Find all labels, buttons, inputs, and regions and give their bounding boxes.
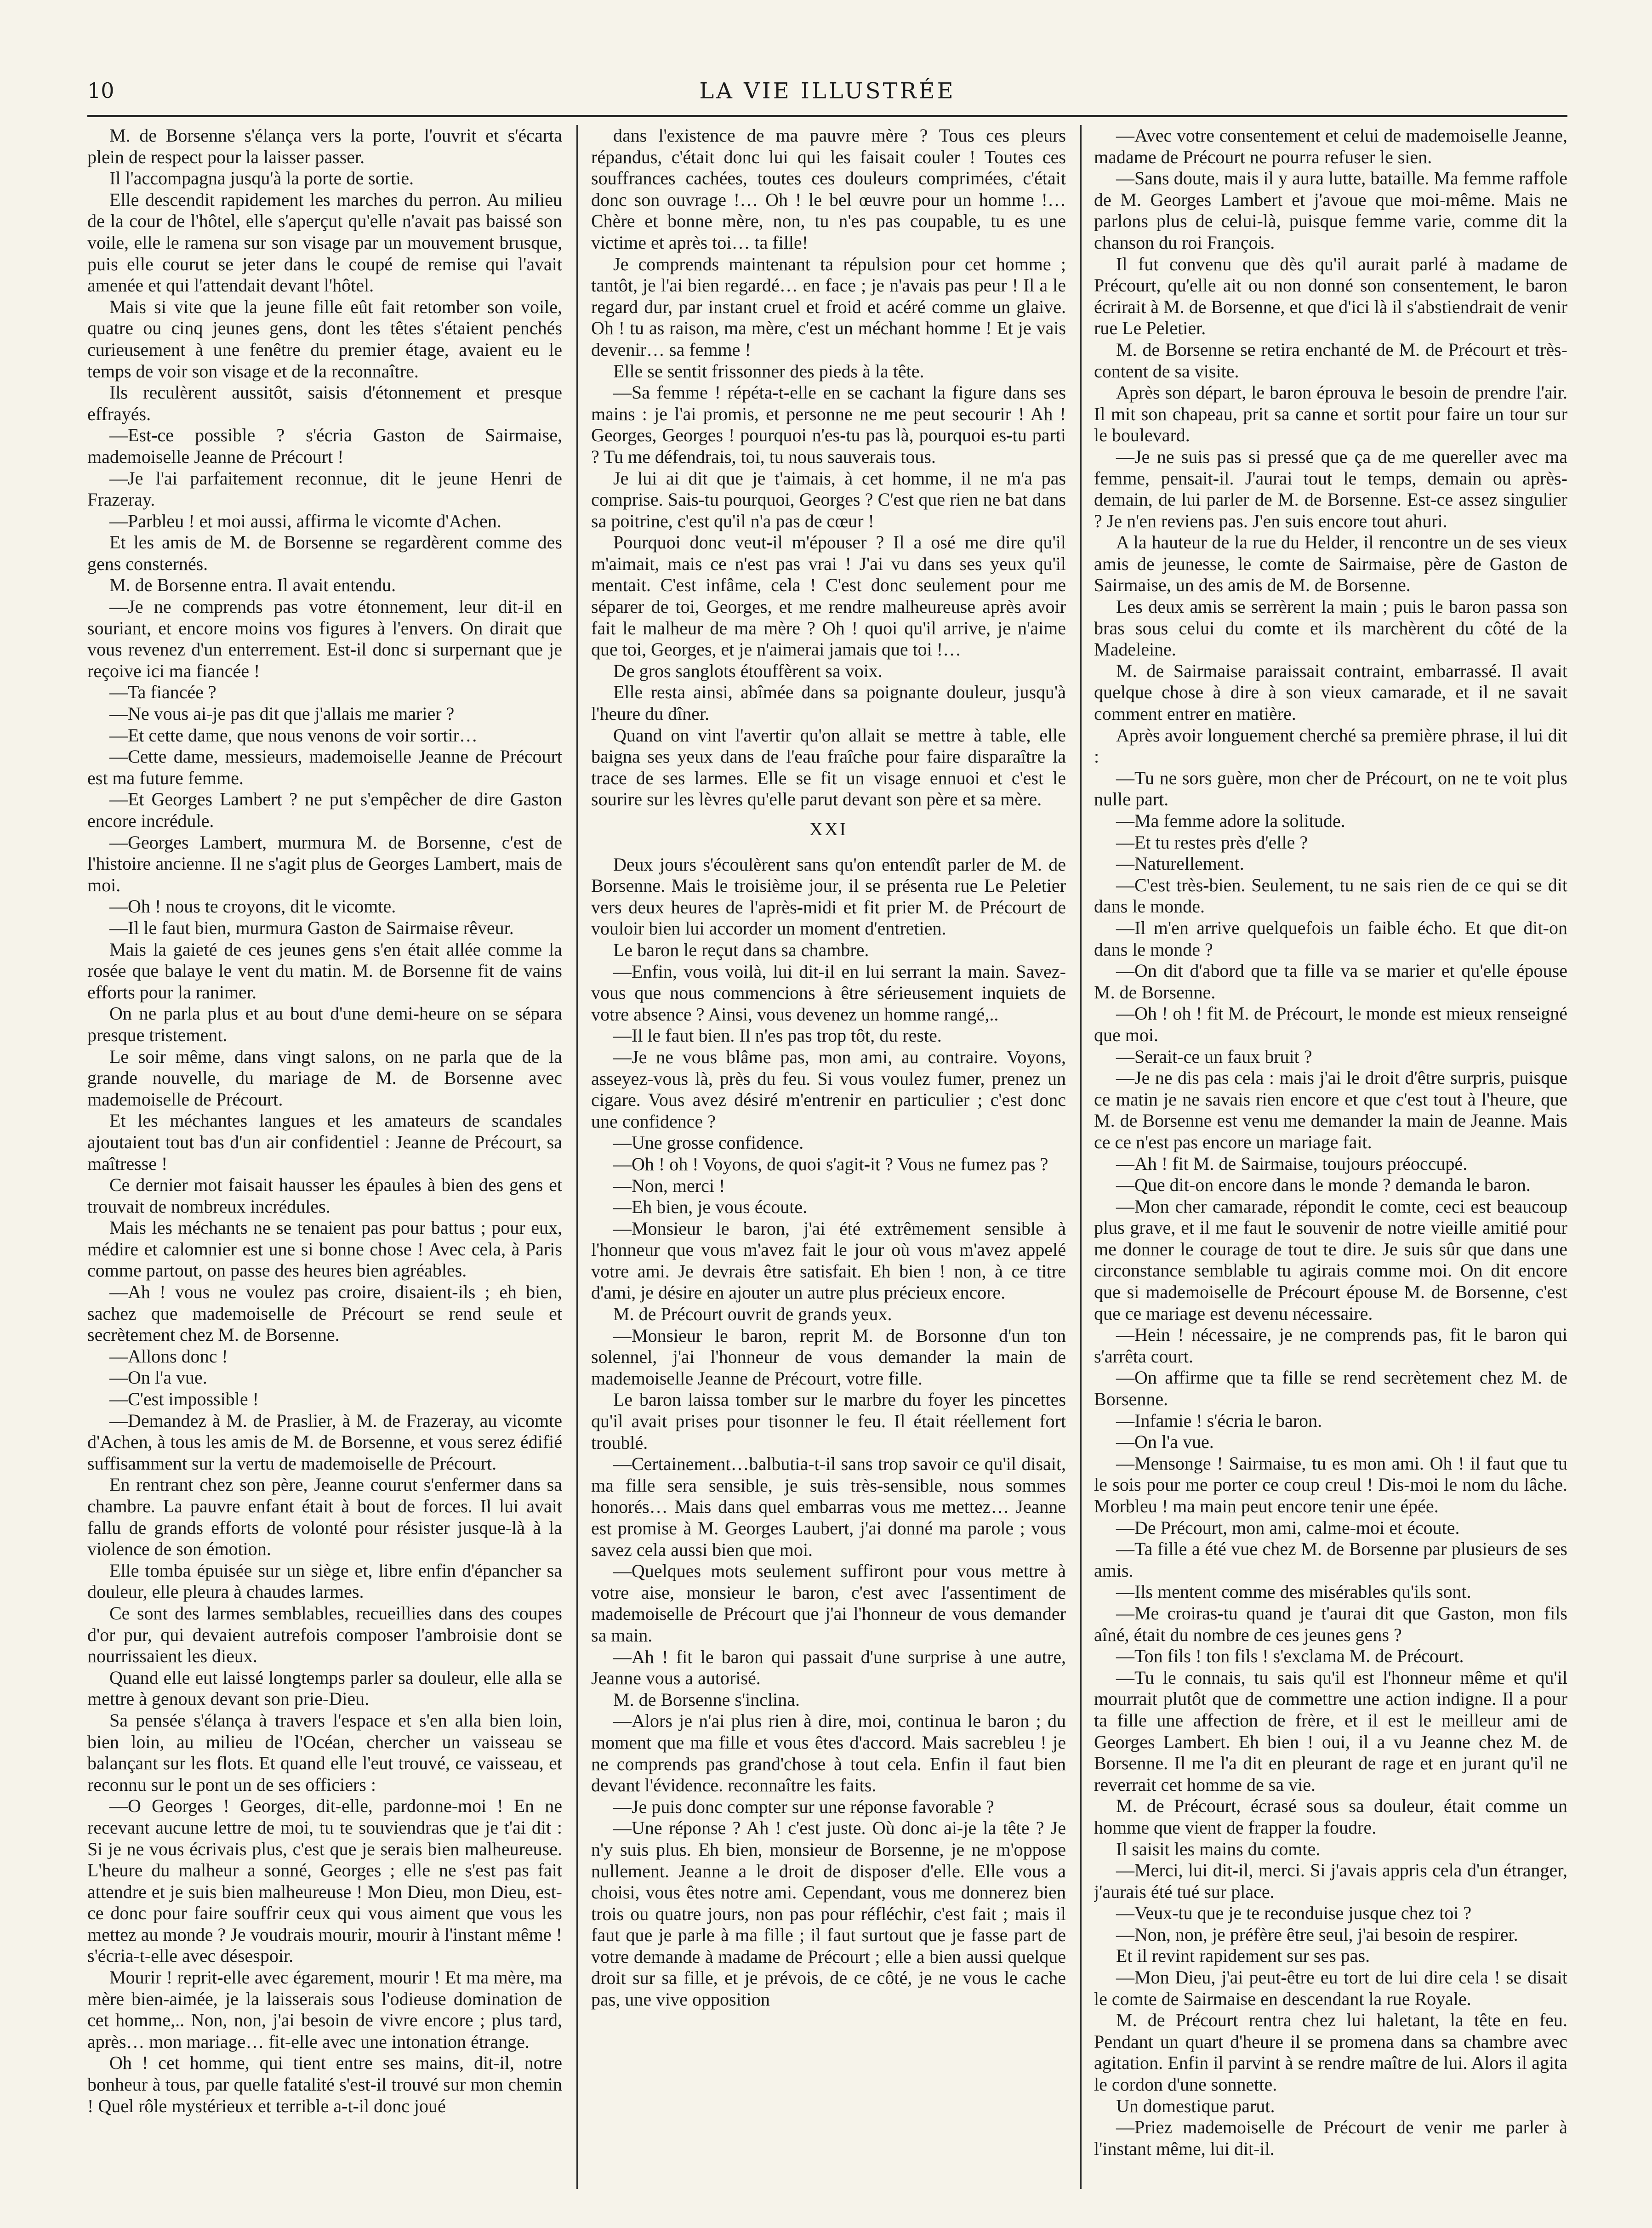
text-column-1 xyxy=(87,125,562,2189)
paragraph: —Il le faut bien. Il n'es pas trop tôt, du reste. xyxy=(613,1025,942,1046)
paragraph: Il fut convenu que dès qu'il aurait parlé à madame de Précourt, qu'elle ait ou non donné son consentement, le baron écrirait à M. de Borsenne, et que d'ici là il s'abstiendrait de venir rue Le Peletier. xyxy=(1094,253,1567,339)
paragraph: —Enfin, vous voilà, lui dit-il en lui serrant la main. Savez-vous que nous commencions à être sérieusement inquiets de votre absence ? Ainsi, vous devenez un homme rangé,.. xyxy=(591,961,1066,1025)
paragraph: —Sa femme ! répéta-t-elle en se cachant la figure dans ses mains : je l'ai promis, et personne ne me peut secourir ! Ah ! Georges, Georges ! pourquoi n'es-tu pas là, pourquoi es-tu parti ? Tu me défendrais, toi, tu nous sauverais tous. xyxy=(591,382,1066,467)
paragraph: Mais la gaieté de ces jeunes gens s'en était allée comme la rosée que balaye le vent du matin. M. de Borsenne fit de vains efforts pour la ranimer. xyxy=(87,939,562,1003)
paragraph: —Je l'ai parfaitement reconnue, dit le jeune Henri de Frazeray. xyxy=(87,467,562,510)
paragraph: —Oh ! oh ! fit M. de Précourt, le monde est mieux renseigné que moi. xyxy=(1094,1003,1567,1045)
text-column-2 xyxy=(591,125,1066,2189)
paragraph: —Ne vous ai-je pas dit que j'allais me marier ? xyxy=(109,703,455,724)
paragraph: —Hein ! nécessaire, je ne comprends pas, fit le baron qui s'arrêta court. xyxy=(1094,1324,1567,1367)
paragraph: Ce dernier mot faisait hausser les épaules à bien des gens et trouvait de nombreux incrédules. xyxy=(87,1174,562,1217)
paragraph: M. de Précourt rentra chez lui haletant, la tête en feu. Pendant un quart d'heure il se promena dans sa chambre avec agitation. Enfin il parvint à se rendre maître de lui. Alors il agita le cordon d'une sonnette. xyxy=(1094,2010,1567,2095)
paragraph: —Une réponse ? Ah ! c'est juste. Où donc ai-je la tête ? Je n'y suis plus. Eh bien, monsieur de Borsenne, je ne m'oppose nullement. Jeanne a le droit de disposer d'elle. Elle vous a choisi, vous êtes notre ami. Cependant, vous me donnerez bien trois ou quatre jours, non pas pour réfléchir, c'est fait ; mais il faut que je parle à ma fille ; il faut surtout que je fasse part de votre demande à madame de Précourt ; elle a bien aussi quelque droit sur sa fille, et je prévois, de ce côté, je ne vous le cache pas, une vive opposition xyxy=(591,1818,1066,2010)
paragraph: —Et cette dame, que nous venons de voir sortir… xyxy=(109,724,478,746)
paragraph: M. de Sairmaise paraissait contraint, embarrassé. Il avait quelque chose à dire à son vieux camarade, et il ne savait comment entrer en matière. xyxy=(1094,660,1567,724)
paragraph: —Avec votre consentement et celui de mademoiselle Jeanne, madame de Précourt ne pourra refuser le sien. xyxy=(1094,125,1567,167)
paragraph: Sa pensée s'élança à travers l'espace et s'en alla bien loin, bien loin, au milieu de l'Océan, chercher un vaisseau se balançant sur les flots. Et quand elle l'eut trouvé, ce vaisseau, et reconnu sur le pont un de ses officiers : xyxy=(87,1709,562,1795)
paragraph: —Alors je n'ai plus rien à dire, moi, continua le baron ; du moment que ma fille et vous êtes d'accord. Mais sacrebleu ! je ne comprends pas grand'chose à tout cela. Enfin il faut bien devant l'évidence. reconnaître les faits. xyxy=(591,1710,1066,1796)
paragraph: —Que dit-on encore dans le monde ? demanda le baron. xyxy=(1116,1174,1531,1196)
paragraph: De gros sanglots étouffèrent sa voix. xyxy=(613,660,883,681)
paragraph: Et il revint rapidement sur ses pas. xyxy=(1116,1945,1370,1966)
paragraph: Oh ! cet homme, qui tient entre ses mains, dit-il, notre bonheur à tous, par quelle fatalité s'est-il trouvé sur mon chemin ! Quel rôle mystérieux et terrible a-t-il donc joué xyxy=(87,2052,562,2116)
paragraph: Ils reculèrent aussitôt, saisis d'étonnement et presque effrayés. xyxy=(87,382,562,424)
paragraph: —Parbleu ! et moi aussi, affirma le vicomte d'Achen. xyxy=(109,510,501,531)
paragraph: Le baron le reçut dans sa chambre. xyxy=(613,939,869,960)
publication-title: LA VIE ILLUSTRÉE xyxy=(699,78,956,104)
paragraph: —Oh ! nous te croyons, dit le vicomte. xyxy=(109,896,396,917)
paragraph: —Il le faut bien, murmura Gaston de Sairmaise rêveur. xyxy=(109,917,514,938)
paragraph: —Ah ! fit M. de Sairmaise, toujours préoccupé. xyxy=(1116,1153,1468,1174)
paragraph: —Tu le connais, tu sais qu'il est l'honneur même et qu'il mourrait plutôt que de commettre une action indigne. Il a pour ta fille une affection de frère, et il est le meilleur ami de Georges Lambert. Eh bien ! oui, il a vu Jeanne chez M. de Borsenne. Il me l'a dit en pleurant de rage et en jurant qu'il ne reverrait cet homme de sa vie. xyxy=(1094,1667,1567,1795)
paragraph: —Sans doute, mais il y aura lutte, bataille. Ma femme raffole de M. Georges Lambert et j'avoue que moi-même. Mais ne parlons plus de celui-là, puisque femme varie, comme dit la chanson du roi François. xyxy=(1094,168,1567,253)
paragraph: M. de Précourt ouvrit de grands yeux. xyxy=(613,1304,892,1325)
paragraph: —Mon cher camarade, répondit le comte, ceci est beaucoup plus grave, et il me faut le souvenir de notre vieille amitié pour me donner le courage de tout te dire. Je suis sûr que dans une circonstance semblable tu agirais comme moi. On dit encore que si mademoiselle de Précourt épouse M. de Borsenne, c'est que ce mariage est devenu nécessaire. xyxy=(1094,1196,1567,1324)
paragraph: —Priez mademoiselle de Précourt de venir me parler à l'instant même, lui dit-il. xyxy=(1094,2117,1567,2159)
paragraph: —Allons donc ! xyxy=(109,1345,228,1367)
paragraph: Ce sont des larmes semblables, recueillies dans des coupes d'or pur, qui devaient autrefois composer l'ambroisie dont se nourrissaient les dieux. xyxy=(87,1602,562,1667)
paragraph: M. de Borsenne se retira enchanté de M. de Précourt et très-content de sa visite. xyxy=(1094,339,1567,382)
paragraph: —Eh bien, je vous écoute. xyxy=(613,1197,808,1218)
paragraph: —Ta fille a été vue chez M. de Borsenne par plusieurs de ses amis. xyxy=(1094,1539,1567,1581)
paragraph: —Ils mentent comme des misérables qu'ils sont. xyxy=(1116,1581,1471,1602)
paragraph: —Tu ne sors guère, mon cher de Précourt, on ne te voit plus nulle part. xyxy=(1094,767,1567,810)
paragraph: Je comprends maintenant ta répulsion pour cet homme ; tantôt, je l'ai bien regardé… en face ; je n'avais pas peur ! Il a le regard dur, par instant cruel et froid et acéré comme un glaive. Oh ! tu as raison, ma mère, c'est un méchant homme ! Et je vais devenir… sa femme ! xyxy=(591,253,1066,360)
paragraph: Mourir ! reprit-elle avec égarement, mourir ! Et ma mère, ma mère bien-aimée, je la laisserais sous l'odieuse domination de cet homme,.. Non, non, j'ai besoin de vivre encore ; plus tard, après… mon mariage… fit-elle avec une intonation étrange. xyxy=(87,1967,562,2052)
paragraph: —Monsieur le baron, reprit M. de Borsonne d'un ton solennel, j'ai l'honneur de vous demander la main de mademoiselle Jeanne de Précourt, votre fille. xyxy=(591,1325,1066,1389)
paragraph: —Quelques mots seulement suffiront pour vous mettre à votre aise, monsieur le baron, c'est avec l'assentiment de mademoiselle de Précourt que j'ai l'honneur de vous demander sa main. xyxy=(591,1561,1066,1646)
paragraph: Et les méchantes langues et les amateurs de scandales ajoutaient tout bas d'un air confidentiel : Jeanne de Précourt, sa maîtresse ! xyxy=(87,1110,562,1174)
paragraph: Pourquoi donc veut-il m'épouser ? Il a osé me dire qu'il m'aimait, mais ce n'est pas vrai ! J'ai vu dans ses yeux qu'il mentait. C'est infâme, cela ! C'est donc seulement pour me séparer de toi, Georges, et me rendre malheureuse après avoir fait le malheur de ma mère ? Oh ! quoi qu'il arrive, je n'aime que toi, Georges, et je n'aimerai jamais que toi !… xyxy=(591,532,1066,660)
paragraph: —Je ne comprends pas votre étonnement, leur dit-il en souriant, et encore moins vos figures à l'envers. On dirait que vous revenez d'un enterrement. Est-il donc si surpernant que je reçoive ici ma fiancée ! xyxy=(87,596,562,681)
paragraph: dans l'existence de ma pauvre mère ? Tous ces pleurs répandus, c'était donc lui qui les faisait couler ! Toutes ces souffrances cachées, toutes ces douleurs comprimées, c'était donc son ouvrage !… Oh ! le bel œuvre pour un homme !… Chère et bonne mère, non, tu n'es pas coupable, tu es une victime et après toi… ta fille! xyxy=(591,125,1066,253)
paragraph: —Mensonge ! Sairmaise, tu es mon ami. Oh ! il faut que tu le sois pour me porter ce coup creul ! Dis-moi le nom du lâche. Morbleu ! ma main peut encore tenir une épée. xyxy=(1094,1453,1567,1516)
paragraph: —On l'a vue. xyxy=(109,1367,207,1388)
paragraph: Le soir même, dans vingt salons, on ne parla que de la grande nouvelle, du mariage de M. de Borsenne avec mademoiselle de Précourt. xyxy=(87,1046,562,1110)
paragraph: —Veux-tu que je te reconduise jusque chez toi ? xyxy=(1116,1903,1472,1924)
paragraph: Un domestique parut. xyxy=(1116,2095,1275,2116)
paragraph: A la hauteur de la rue du Helder, il rencontre un de ses vieux amis de jeunesse, le comte de Sairmaise, père de Gaston de Sairmaise, un des amis de M. de Borsenne. xyxy=(1094,532,1567,596)
paragraph: —Et Georges Lambert ? ne put s'empêcher de dire Gaston encore incrédule. xyxy=(87,789,562,831)
paragraph: M. de Borsenne s'inclina. xyxy=(613,1689,800,1710)
paragraph: —Je ne dis pas cela : mais j'ai le droit d'être surpris, puisque ce matin je ne savais rien encore et que c'est tout à l'heure, que M. de Borsenne est venu me demander la main de Jeanne. Mais ce ce n'est pas encore un mariage fait. xyxy=(1094,1067,1567,1152)
paragraph: —Mon Dieu, j'ai peut-être eu tort de lui dire cela ! se disait le comte de Sairmaise en descendant la rue Royale. xyxy=(1094,1967,1567,2009)
paragraph: —Je puis donc compter sur une réponse favorable ? xyxy=(613,1796,994,1817)
paragraph: —Ah ! fit le baron qui passait d'une surprise à une autre, Jeanne vous a autorisé. xyxy=(591,1646,1066,1689)
paragraph: —Ma femme adore la solitude. xyxy=(1116,810,1345,831)
paragraph: —Non, merci ! xyxy=(613,1175,725,1196)
paragraph: —O Georges ! Georges, dit-elle, pardonne-moi ! En ne recevant aucune lettre de moi, tu te souviendras que je t'ai dit : Si je ne vous écrivais plus, c'est que je serais bien malheureuse. L'heure du malheur a sonné, Georges ; elle ne s'est pas fait attendre et je suis bien malheureuse ! Mon Dieu, mon Dieu, est-ce donc pour faire souffrir ceux qui vous aiment que vous les mettez au monde ? Je voudrais mourir, mourir à l'instant même ! s'écria-t-elle avec désespoir. xyxy=(87,1795,562,1966)
paragraph: —Il m'en arrive quelquefois un faible écho. Et que dit-on dans le monde ? xyxy=(1094,917,1567,960)
paragraph: Et les amis de M. de Borsenne se regardèrent comme des gens consternés. xyxy=(87,532,562,574)
paragraph: —Cette dame, messieurs, mademoiselle Jeanne de Précourt est ma future femme. xyxy=(87,746,562,788)
paragraph: —Ta fiancée ? xyxy=(109,682,216,703)
paragraph: Mais si vite que la jeune fille eût fait retomber son voile, quatre ou cinq jeunes gens, dont les têtes s'étaient penchés curieusement à une fenêtre du premier étage, avaient eu le temps de voir son visage et de la reconnaître. xyxy=(87,296,562,382)
paragraph: —On l'a vue. xyxy=(1116,1431,1214,1453)
paragraph: —C'est impossible ! xyxy=(109,1389,259,1410)
paragraph: —De Précourt, mon ami, calme-moi et écoute. xyxy=(1116,1517,1460,1538)
paragraph: Les deux amis se serrèrent la main ; puis le baron passa son bras sous celui du comte et ils marchèrent du côté de la Madeleine. xyxy=(1094,596,1567,660)
paragraph: M. de Précourt, écrasé sous sa douleur, était comme un homme que vient de frapper la foudre. xyxy=(1094,1795,1567,1838)
paragraph: Quand on vint l'avertir qu'on allait se mettre à table, elle baigna ses yeux dans de l'eau fraîche pour faire disparaître la trace de ses larmes. Elle se fit un visage ennuoi et c'est le sourire sur les lèvres qu'elle parut devant son père et sa mère. xyxy=(591,724,1066,810)
paragraph: —Une grosse confidence. xyxy=(613,1132,804,1153)
paragraph: M. de Borsenne entra. Il avait entendu. xyxy=(109,575,396,596)
paragraph: —Demandez à M. de Praslier, à M. de Frazeray, au vicomte d'Achen, à tous les amis de M. de Borsenne, et vous serez édifié suffisamment sur la vertu de mademoiselle de Précourt. xyxy=(87,1410,562,1474)
chapter-heading: XXI xyxy=(809,819,848,839)
paragraph: —Et tu restes près d'elle ? xyxy=(1116,832,1308,853)
paragraph: —C'est très-bien. Seulement, tu ne sais rien de ce qui se dit dans le monde. xyxy=(1094,874,1567,917)
paragraph: —Ah ! vous ne voulez pas croire, disaient-ils ; eh bien, sachez que mademoiselle de Précourt se rend seule et secrètement chez M. de Borsenne. xyxy=(87,1282,562,1345)
paragraph: —Oh ! oh ! Voyons, de quoi s'agit-it ? Vous ne fumez pas ? xyxy=(613,1153,1048,1174)
column-divider xyxy=(576,125,578,2189)
paragraph: —Serait-ce un faux bruit ? xyxy=(1116,1046,1312,1067)
column-divider xyxy=(1080,125,1082,2189)
paragraph: —Est-ce possible ? s'écria Gaston de Sairmaise, mademoiselle Jeanne de Précourt ! xyxy=(87,425,562,467)
paragraph: —Merci, lui dit-il, merci. Si j'avais appris cela d'un étranger, j'aurais été tué sur place. xyxy=(1094,1860,1567,1902)
paragraph: Elle se sentit frissonner des pieds à la tête. xyxy=(613,360,924,382)
paragraph: —Je ne vous blâme pas, mon ami, au contraire. Voyons, asseyez-vous là, près du feu. Si vous voulez fumer, prenez un cigare. Vous avez désiré m'entrenir en particulier ; c'est donc une confidence ? xyxy=(591,1046,1066,1132)
paragraph: Elle descendit rapidement les marches du perron. Au milieu de la cour de l'hôtel, elle s'aperçut qu'elle n'avait pas baissé son voile, elle le ramena sur son visage par un mouvement brusque, puis elle courut se jeter dans le coupé de remise qui l'avait amenée et qui l'attendait devant l'hôtel. xyxy=(87,189,562,296)
paragraph: M. de Borsenne s'élança vers la porte, l'ouvrit et s'écarta plein de respect pour la laisser passer. xyxy=(87,125,562,167)
paragraph: Après avoir longuement cherché sa première phrase, il lui dit : xyxy=(1094,724,1567,767)
paragraph: —Ton fils ! ton fils ! s'exclama M. de Précourt. xyxy=(1116,1646,1464,1667)
paragraph: —Monsieur le baron, j'ai été extrêmement sensible à l'honneur que vous m'avez fait le jour où vous m'avez appelé votre ami. Je devrais être satisfait. Eh bien ! non, à ce titre d'ami, je désire en ajouter un autre plus précieux encore. xyxy=(591,1218,1066,1303)
paragraph: —Non, non, je préfère être seul, j'ai besoin de respirer. xyxy=(1116,1924,1518,1945)
paragraph: Elle resta ainsi, abîmée dans sa poignante douleur, jusqu'à l'heure du dîner. xyxy=(591,682,1066,724)
page-header xyxy=(87,78,1567,110)
paragraph: —Infamie ! s'écria le baron. xyxy=(1116,1410,1322,1431)
header-rule xyxy=(87,115,1567,117)
paragraph: Elle tomba épuisée sur un siège et, libre enfin d'épancher sa douleur, elle pleura à chaudes larmes. xyxy=(87,1560,562,1602)
paragraph: Je lui ai dit que je t'aimais, à cet homme, il ne m'a pas comprise. Sais-tu pourquoi, Georges ? C'est que rien ne bat dans sa poitrine, c'est qu'il n'a pas de cœur ! xyxy=(591,467,1066,531)
paragraph: —Naturellement. xyxy=(1116,853,1244,874)
paragraph: —Je ne suis pas si pressé que ça de me quereller avec ma femme, pensait-il. J'aurai tout le temps, demain ou après-demain, de lui parler de M. de Borsenne. Est-ce assez singulier ? Je n'en reviens pas. J'en suis encore tout ahuri. xyxy=(1094,446,1567,531)
paragraph: —Certainement…balbutia-t-il sans trop savoir ce qu'il disait, ma fille sera sensible, je suis très-sensible, nous sommes honorés… Mais dans quel embarras vous me mettez… Jeanne est promise à M. Georges Laubert, j'ai donné ma parole ; vous savez cela aussi bien que moi. xyxy=(591,1453,1066,1560)
paragraph: —On affirme que ta fille se rend secrètement chez M. de Borsenne. xyxy=(1094,1367,1567,1410)
paragraph: Il l'accompagna jusqu'à la porte de sortie. xyxy=(109,168,414,189)
paragraph: Mais les méchants ne se tenaient pas pour battus ; pour eux, médire et calomnier est une si bonne chose ! Avec cela, à Paris comme partout, on passe des heures bien agréables. xyxy=(87,1217,562,1281)
paragraph: En rentrant chez son père, Jeanne courut s'enfermer dans sa chambre. La pauvre enfant était à bout de forces. Il lui avait fallu de grands efforts de volonté pour résister jusque-là à la violence de son émotion. xyxy=(87,1474,562,1560)
paragraph: Quand elle eut laissé longtemps parler sa douleur, elle alla se mettre à genoux devant son prie-Dieu. xyxy=(87,1667,562,1709)
paragraph: Après son départ, le baron éprouva le besoin de prendre l'air. Il mit son chapeau, prit sa canne et sortit pour faire un tour sur le boulevard. xyxy=(1094,382,1567,446)
page-number: 10 xyxy=(87,78,114,103)
paragraph: Deux jours s'écoulèrent sans qu'on entendît parler de M. de Borsenne. Mais le troisième jour, il se présenta rue Le Peletier vers deux heures de l'après-midi et fit prier M. de Précourt de vouloir bien lui accorder un moment d'entretien. xyxy=(591,854,1066,939)
text-column-3 xyxy=(1094,125,1567,2189)
paragraph: Il saisit les mains du comte. xyxy=(1116,1838,1321,1859)
paragraph: Le baron laissa tomber sur le marbre du foyer les pincettes qu'il avait prises pour tisonner le feu. Il était réellement fort troublé. xyxy=(591,1389,1066,1453)
paragraph: —Me croiras-tu quand je t'aurai dit que Gaston, mon fils aîné, était du nombre de ces jeunes gens ? xyxy=(1094,1602,1567,1645)
paragraph: On ne parla plus et au bout d'une demi-heure on se sépara presque tristement. xyxy=(87,1003,562,1045)
paragraph: —Georges Lambert, murmura M. de Borsenne, c'est de l'histoire ancienne. Il ne s'agit plus de Georges Lambert, mais de moi. xyxy=(87,832,562,895)
paragraph: —On dit d'abord que ta fille va se marier et qu'elle épouse M. de Borsenne. xyxy=(1094,960,1567,1003)
